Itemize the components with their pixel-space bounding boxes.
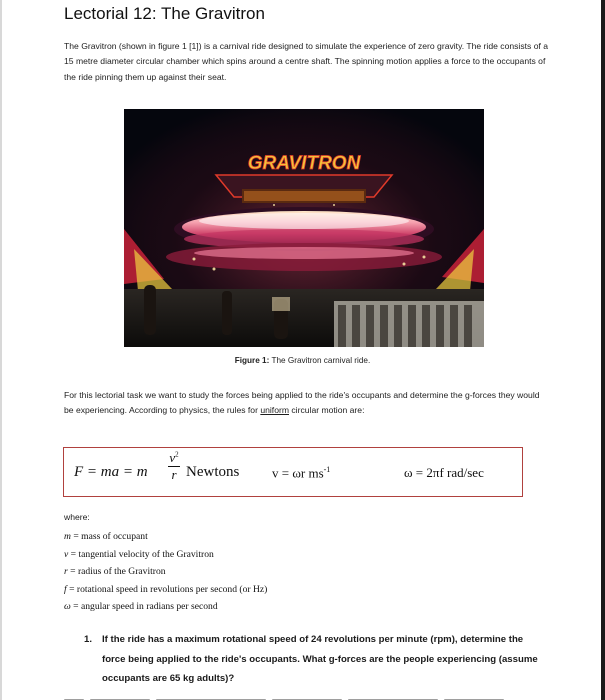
force-formula: F = ma = m (74, 464, 148, 480)
definition-item: v = tangential velocity of the Gravitron (64, 548, 214, 560)
definition-item: m = mass of occupant (64, 531, 148, 542)
velocity-formula (272, 465, 330, 481)
gravitron-photo (124, 109, 484, 347)
definition-list (64, 528, 267, 616)
where-label: where: (64, 512, 90, 522)
task-text-before: For this lectorial task we want to study the forces being applied to the ride's occupants and determine the g-forces they would be experiencing. According to physics, the rules for (64, 390, 540, 416)
page-left-edge (0, 0, 2, 700)
force-fraction (167, 450, 181, 483)
question-text: If the ride has a maximum rotational speed of 24 revolutions per minute (rpm), determine the force being applied to the ride's occupants. What g-forces are the people experiencing (assume occupants are 65 kg adults)? (102, 634, 538, 684)
sign-text: GRAVITRON (247, 153, 361, 174)
velocity-exponent: -1 (323, 465, 331, 474)
figure-caption (0, 356, 605, 365)
force-denominator: r (171, 467, 177, 482)
caption-text: The Gravitron carnival ride. (271, 356, 371, 365)
gravitron-sign (248, 153, 362, 174)
force-unit: Newtons (186, 464, 240, 480)
angular-formula: ω = 2πf rad/sec (404, 465, 484, 480)
page-title: Lectorial 12: The Gravitron (64, 4, 265, 23)
force-numerator: v (169, 450, 176, 465)
question-number: 1. (84, 634, 93, 645)
intro-paragraph: The Gravitron (shown in figure 1 [1]) is a carnival ride designed to simulate the experience of zero gravity. The ride consists of a 15 metre diameter circular chamber which spins around a centre shaft. The spinning motion applies a force to the occupants of the ride pinning them up against their seat. (64, 41, 549, 82)
task-text-underlined: uniform (260, 405, 289, 416)
definition-item: ω = angular speed in radians per second (64, 601, 218, 613)
force-numerator-exponent: 2 (175, 450, 179, 459)
task-paragraph (64, 388, 550, 419)
definition-item: f = rotational speed in revolutions per second (or Hz) (64, 583, 268, 595)
caption-label: Figure 1: (234, 356, 270, 365)
formula-box (63, 447, 523, 497)
cut-off-text-line (64, 690, 534, 700)
task-text-after: circular motion are: (289, 405, 365, 416)
velocity-expression: v = ωr ms (272, 465, 324, 481)
definition-item: r = radius of the Gravitron (64, 566, 166, 578)
page-right-edge (601, 0, 605, 700)
